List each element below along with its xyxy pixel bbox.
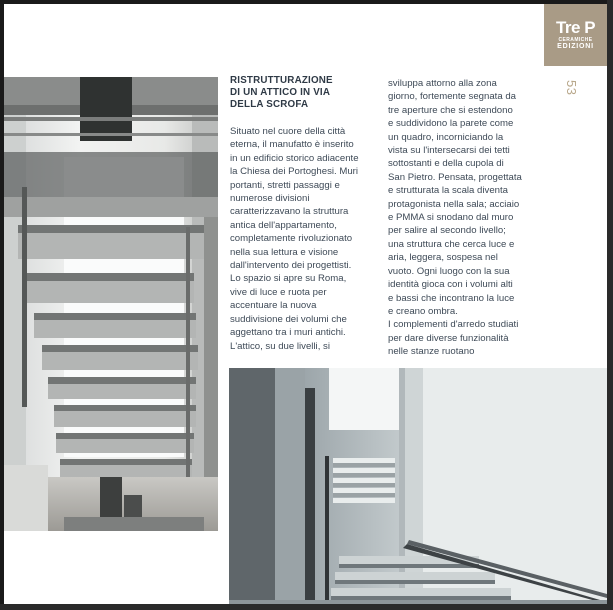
body-text-line: protagonista nella sala; acciaio: [388, 198, 520, 210]
body-text-line: e bassi che incontrano la luce: [388, 292, 515, 304]
body-text-line: tre aperture che si estendono: [388, 104, 513, 116]
body-text-line: e creano ombra.: [388, 305, 458, 317]
body-text-line: e suddividono la parete come: [388, 118, 514, 130]
article-column-1: [230, 75, 378, 353]
body-text-line: caratterizzavano la struttura: [230, 206, 349, 218]
body-text-line: la Chiesa dei Portoghesi. Muri: [230, 166, 358, 178]
body-text-line: L'attico, su due livelli, si: [230, 340, 330, 352]
page-border-right: [607, 0, 613, 610]
staircase-photo-left: [4, 77, 218, 531]
body-text-line: in un edificio storico adiacente: [230, 152, 359, 164]
body-text-line: e PMMA si snodano dal muro: [388, 212, 514, 224]
body-text-line: antica dell'appartamento,: [230, 219, 337, 231]
page-number: 53: [564, 80, 579, 96]
body-text-line: portanti, stretti passaggi e: [230, 179, 340, 191]
body-text-line: nella sua lettura e visione: [230, 246, 339, 258]
body-text-line: I complementi d'arredo studiati: [388, 319, 519, 331]
brand-logo-sub1: CERAMICHE: [558, 37, 593, 43]
body-text-line: una struttura che cerca luce e: [388, 238, 515, 250]
body-text-line: un quadro, incorniciando la: [388, 131, 504, 143]
body-text-line: eterna, il manufatto è inserito: [230, 139, 354, 151]
body-text-line: completamente rivoluzionato: [230, 233, 353, 245]
body-text-line: dall'intervento dei progettisti.: [230, 260, 352, 272]
body-text-line: Situato nel cuore della città: [230, 126, 346, 137]
brand-logo-name: Tre P: [555, 18, 596, 37]
article-title-line: DELLA SCROFA: [230, 99, 309, 110]
body-text-line: aria, leggera, sospesa nel: [388, 252, 498, 264]
body-text-line: vista su l'intersecarsi dei tetti: [388, 145, 510, 157]
article-title: [230, 75, 378, 111]
body-text-line: per salire al secondo livello;: [388, 225, 506, 237]
body-text-line: aggettano tra i muri antichi.: [230, 327, 346, 339]
body-text-line: numerose divisioni: [230, 193, 310, 205]
article-title-line: DI UN ATTICO IN VIA: [230, 87, 331, 98]
body-text-line: accentuare la nuova: [230, 300, 317, 312]
body-text-line: vive di luce e ruota per: [230, 286, 327, 298]
article-column-2: [388, 77, 538, 359]
page-border-top: [0, 0, 613, 4]
body-text-line: Lo spazio si apre su Roma,: [230, 273, 347, 285]
brand-logo: [544, 4, 607, 66]
body-text-line: vuoto. Ogni luogo con la sua: [388, 265, 510, 277]
body-text-line: e strutturata la scala diventa: [388, 185, 508, 197]
body-text-line: sviluppa attorno alla zona: [388, 78, 497, 89]
staircase-photo-bottom: [229, 368, 607, 604]
body-text-line: suddivisione dei volumi che: [230, 313, 347, 325]
brand-logo-sub2: EDIZIONI: [557, 43, 594, 50]
article-title-line: RISTRUTTURAZIONE: [230, 75, 333, 86]
body-text-line: sottostanti e della cupola di: [388, 158, 504, 170]
body-text-line: giorno, fortemente segnata da: [388, 91, 517, 103]
body-text-line: per dare diverse funzionalità: [388, 332, 509, 344]
page-border-bottom: [0, 604, 613, 610]
body-text-line: San Pietro. Pensata, progettata: [388, 171, 522, 183]
body-text-line: identità gioca con i volumi alti: [388, 279, 513, 291]
body-text-line: nelle stanze ruotano: [388, 346, 475, 358]
